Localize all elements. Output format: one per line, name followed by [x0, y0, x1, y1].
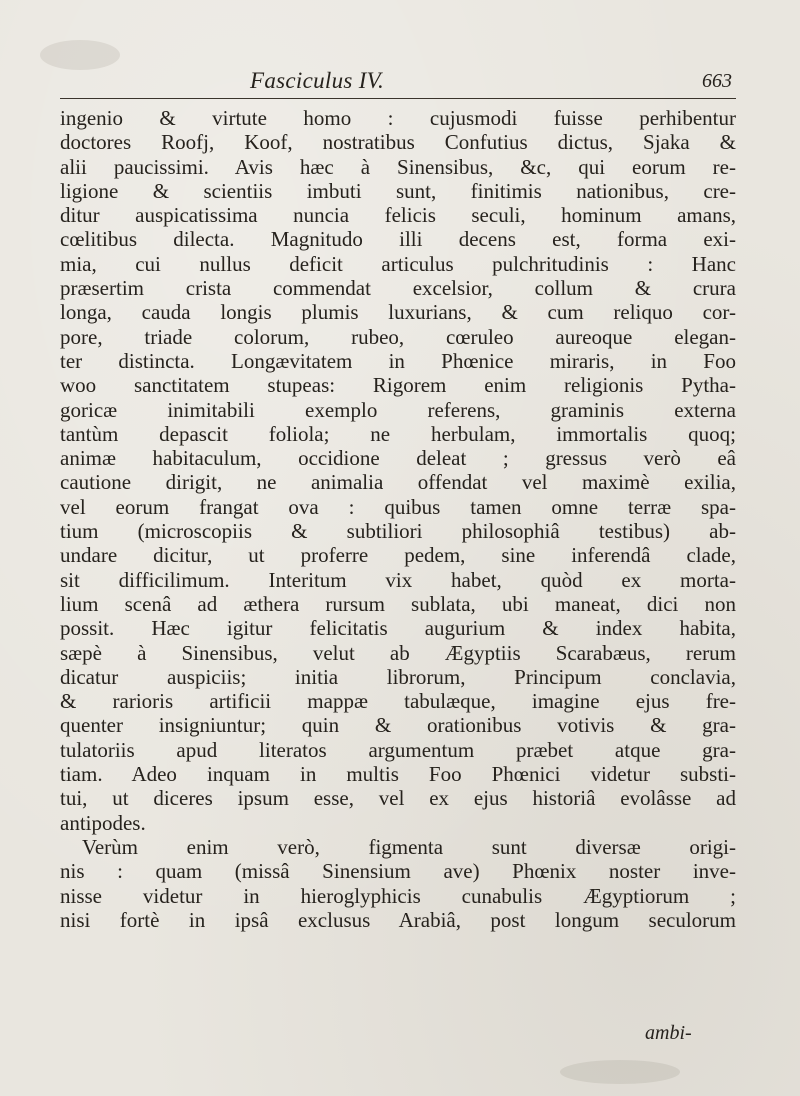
running-title: Fasciculus IV.: [250, 68, 385, 93]
text-line: tiam. Adeo inquam in multis Foo Phœnici videtur substi-: [60, 762, 736, 787]
text-line: tium (microscopiis & subtiliori philosophiâ testibus) ab-: [60, 519, 736, 544]
text-line: doctores Roofj, Koof, nostratibus Confutius dictus, Sjaka &: [60, 130, 736, 155]
paper-stain: [560, 1060, 680, 1084]
text-line: cœlitibus dilecta. Magnitudo illi decens est, forma exi-: [60, 227, 736, 252]
text-line: ter distincta. Longævitatem in Phœnice miraris, in Foo: [60, 348, 736, 373]
text-line: undare dicitur, ut proferre pedem, sine inferendâ clade,: [60, 543, 736, 568]
text-line: nis : quam (missâ Sinensium ave) Phœnix noster inve-: [60, 859, 736, 884]
text-line: possit. Hæc igitur felicitatis augurium & index habita,: [60, 616, 736, 641]
text-line: tulatoriis apud literatos argumentum præbet atque gra-: [60, 737, 736, 762]
page-number: 663: [702, 70, 732, 92]
body-text: [60, 106, 736, 932]
catchword: ambi-: [645, 1022, 692, 1044]
text-line: ingenio & virtute homo : cujusmodi fuisse perhibentur: [60, 106, 736, 130]
text-line: goricæ inimitabili exemplo referens, graminis externa: [60, 397, 736, 422]
text-line: dicatur auspiciis; initia librorum, Principum conclavia,: [60, 664, 736, 689]
text-line: nisi fortè in ipsâ exclusus Arabiâ, post longum seculorum: [60, 907, 736, 932]
text-line: nisse videtur in hieroglyphicis cunabulis Ægyptiorum ;: [60, 883, 736, 908]
text-line: animæ habitaculum, occidione deleat ; gressus verò eâ: [60, 446, 736, 471]
text-line: alii paucissimi. Avis hæc à Sinensibus, &c, qui eorum re-: [60, 154, 736, 179]
text-line: sæpè à Sinensibus, velut ab Ægyptiis Scarabæus, rerum: [60, 640, 736, 665]
page-header: [60, 66, 736, 99]
text-line: longa, cauda longis plumis luxurians, & cum reliquo cor-: [60, 300, 736, 325]
text-line: & rarioris artificii mappæ tabulæque, imagine ejus fre-: [60, 689, 736, 714]
text-line: ditur auspicatissima nuncia felicis seculi, hominum amans,: [60, 203, 736, 228]
text-line: mia, cui nullus deficit articulus pulchritudinis : Hanc: [60, 251, 736, 276]
text-line: cautione dirigit, ne animalia offendat vel maximè exilia,: [60, 470, 736, 495]
text-line: pore, triade colorum, rubeo, cœruleo aureoque elegan-: [60, 324, 736, 349]
text-line: sit difficilimum. Interitum vix habet, quòd ex morta-: [60, 567, 736, 592]
text-line: quenter insigniuntur; quin & orationibus votivis & gra-: [60, 713, 736, 738]
text-line: antipodes.: [60, 810, 146, 835]
text-line: tantùm depascit foliola; ne herbulam, immortalis quoq;: [60, 421, 736, 446]
text-line: præsertim crista commendat excelsior, collum & crura: [60, 276, 736, 301]
text-line: ligione & scientiis imbuti sunt, finitimis nationibus, cre-: [60, 178, 736, 203]
text-line: lium scenâ ad æthera rursum sublata, ubi maneat, dici non: [60, 591, 736, 616]
paragraph-start-line: Verùm enim verò, figmenta sunt diversæ origi-: [82, 834, 736, 859]
text-line: woo sanctitatem stupeas: Rigorem enim religionis Pytha-: [60, 373, 736, 398]
text-line: tui, ut diceres ipsum esse, vel ex ejus historiâ evolâsse ad: [60, 786, 736, 811]
paper-stain: [40, 40, 120, 70]
text-line: vel eorum frangat ova : quibus tamen omne terræ spa-: [60, 494, 736, 519]
